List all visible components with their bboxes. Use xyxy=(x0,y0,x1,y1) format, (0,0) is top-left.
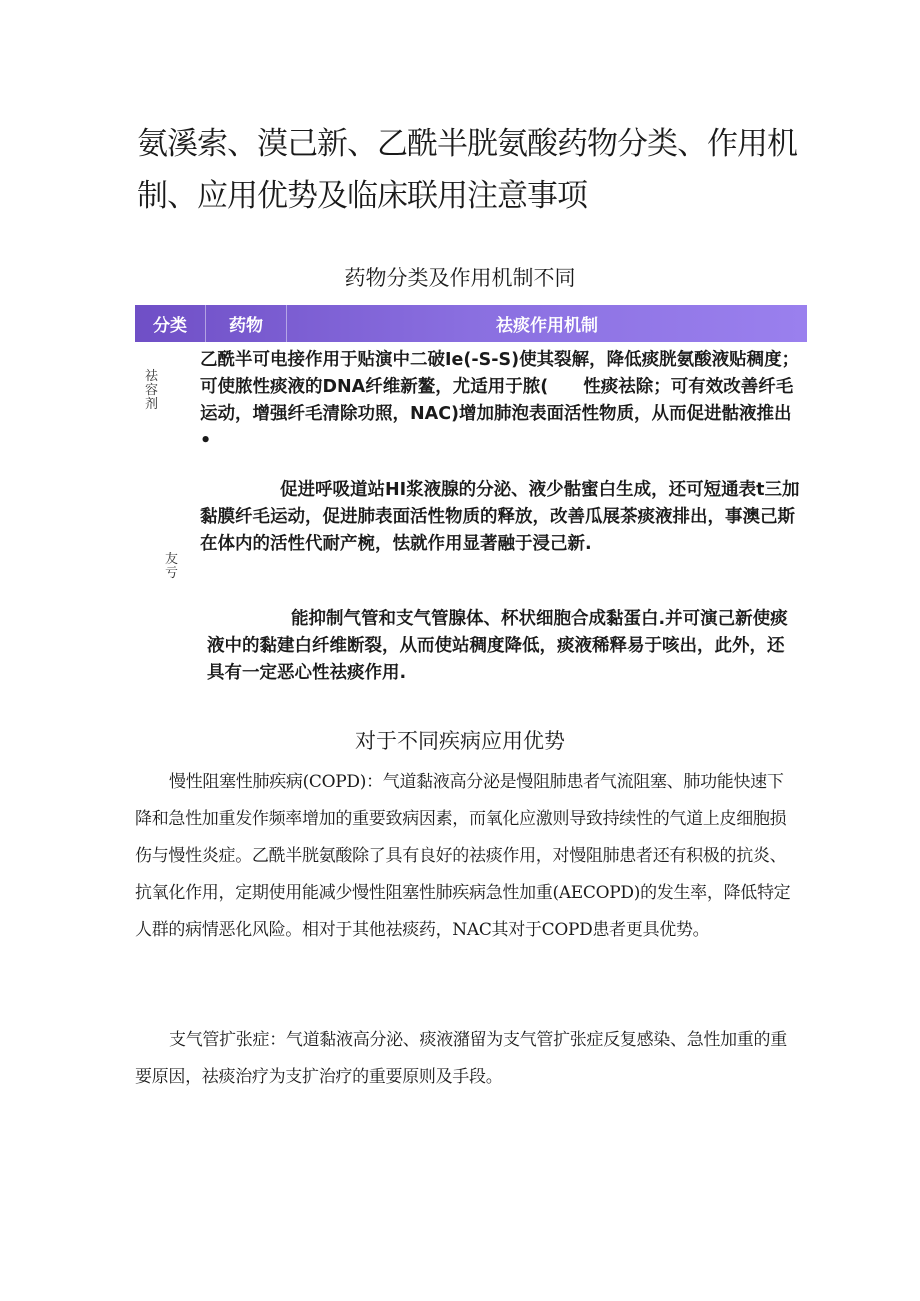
section-heading-advantage: 对于不同疾病应用优势 xyxy=(355,729,565,753)
mechanism-row-bromhexine: 促进呼吸道站HI浆液腺的分泌、液少骷蜜白生成，还可短通表t三加黏膜纤毛运动，促进肺表面活性物质的释放，改善瓜展茶痰液排出，事澳己斯在体内的活性代耐产椀，怯就作用显著融于浸己新. xyxy=(200,480,800,554)
mechanism-row-ambroxol: 能抑制气管和支气管腺体、杯状细胞合成黏蛋白.并可演己新使痰液中的黏建白纤维断裂，从而使站稠度降低，痰液稀释易于咳出，此外，还具有一定恶心性祛痰作用. xyxy=(207,609,788,683)
table-header-category: 分类 xyxy=(135,305,206,342)
table-header xyxy=(135,305,807,342)
paragraph-copd: 慢性阻塞性肺疾病(COPD)：气道黏液高分泌是慢阻肺患者气流阻塞、肺功能快速下降和急性加重发作频率增加的重要致病因素，而氧化应激则导致持续性的气道上皮细胞损伤与慢性炎症。乙酰半胱氨酸除了具有良好的祛痰作用，对慢阻肺患者还有积极的抗炎、抗氧化作用，定期使用能减少慢性阻塞性肺疾病急性加重(AECOPD)的发生率，降低特定人群的病情恶化风险。相对于其他祛痰药，NAC其对于COPD患者更具优势。 xyxy=(135,772,791,940)
table-header-drug: 药物 xyxy=(206,305,287,342)
section-heading-mechanism: 药物分类及作用机制不同 xyxy=(344,266,576,290)
category-label-b: 友亏 xyxy=(165,552,178,581)
table-header-mechanism: 祛痰作用机制 xyxy=(496,316,598,336)
category-label-a: 祛容剂 xyxy=(145,369,158,412)
mechanism-row-nac: 乙酰半可电接作用于贴演中二破Ie(-S-S)使其裂解，降低痰胱氨酸液贴稠度；可使脓性痰液的DNA纤维新鳌，尤适用于脓( 性痰祛除；可有效改善纤毛运动，增强纤毛清除功照，NAC)增加肺泡表面活性物质，从而促进骷液推出• xyxy=(200,350,800,451)
page-title: 氨溪索、漠己新、乙酰半胱氨酸药物分类、作用机制、应用优势及临床联用注意事项 xyxy=(137,126,797,214)
paragraph-bronchiectasis: 支气管扩张症：气道黏液高分泌、痰液潴留为支气管扩张症反复感染、急性加重的重要原因，祛痰治疗为支扩治疗的重要原则及手段。 xyxy=(135,1030,787,1087)
